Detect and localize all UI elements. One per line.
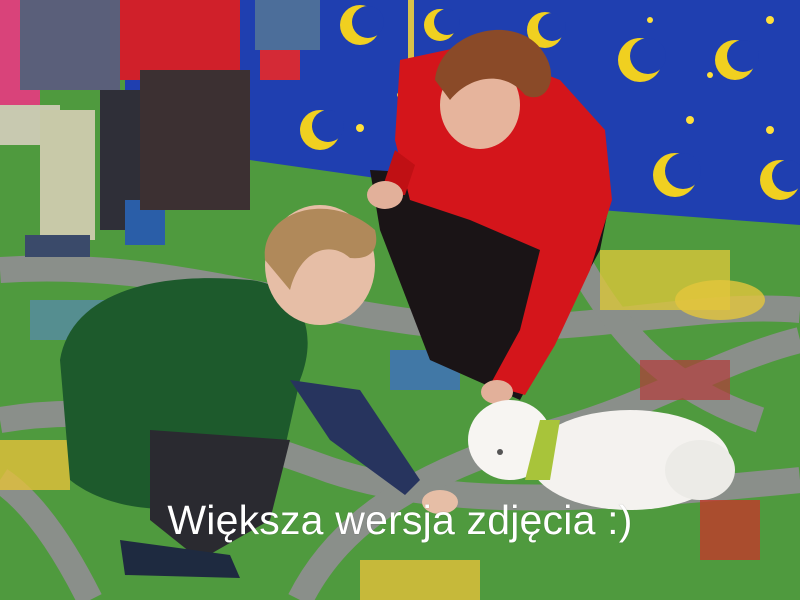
- photo-caption: Większa wersja zdjęcia :): [167, 497, 633, 543]
